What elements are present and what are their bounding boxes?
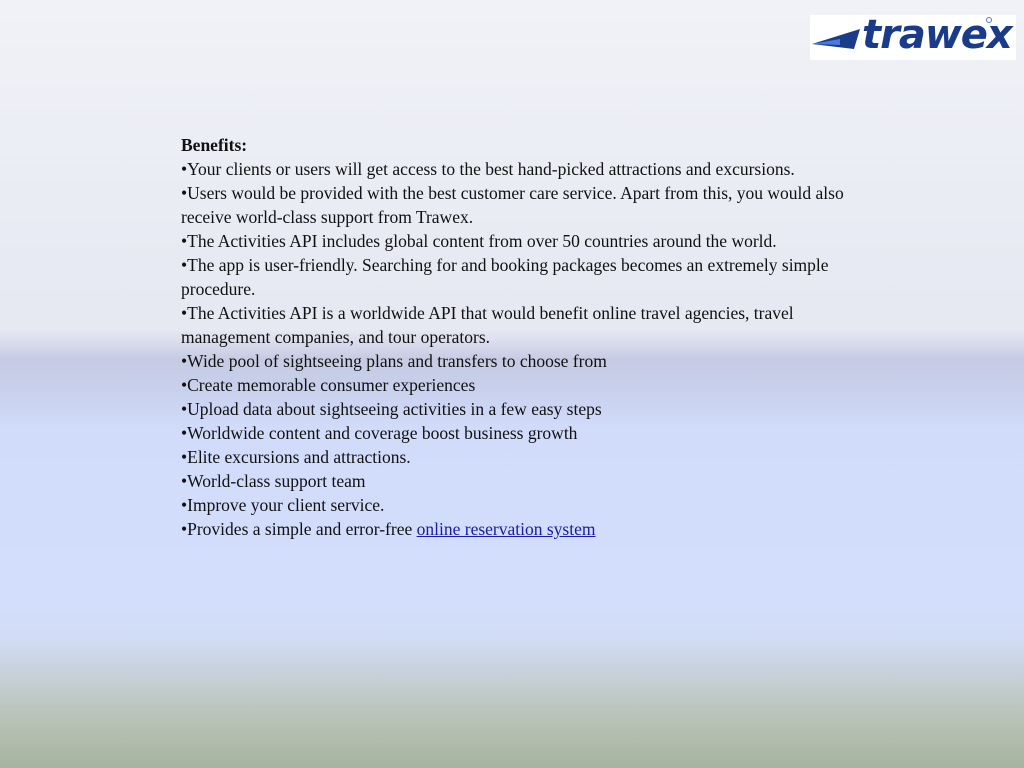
benefit-item: •Upload data about sightseeing activities in a few easy steps [181,399,602,419]
benefit-item: •The Activities API is a worldwide API that would benefit online travel agencies, travel management companies, and tour operators. [181,303,794,347]
registered-mark-icon [810,12,1016,60]
benefits-section [181,133,881,541]
benefit-item: •Users would be provided with the best customer care service. Apart from this, you would also receive world-class support from Trawex. [181,183,844,227]
benefit-item: •World-class support team [181,471,366,491]
benefits-heading: Benefits: [181,135,248,155]
benefit-item: •Wide pool of sightseeing plans and transfers to choose from [181,351,607,371]
benefit-item-prefix: •Provides a simple and error-free [181,519,417,539]
benefit-item: •The Activities API includes global content from over 50 countries around the world. [181,231,777,251]
benefit-item-last [181,517,881,541]
logo-wordmark: trawex [862,12,1012,58]
benefit-item: •Your clients or users will get access to the best hand-picked attractions and excursions. [181,159,795,179]
benefit-item: •The app is user-friendly. Searching for and booking packages becomes an extremely simple procedure. [181,255,829,299]
trawex-logo [810,12,1016,60]
benefit-item: •Elite excursions and attractions. [181,447,411,467]
benefit-item: •Improve your client service. [181,495,385,515]
benefit-item: •Worldwide content and coverage boost business growth [181,423,578,443]
benefit-item: •Create memorable consumer experiences [181,375,476,395]
online-reservation-system-link[interactable]: online reservation system [416,519,596,539]
